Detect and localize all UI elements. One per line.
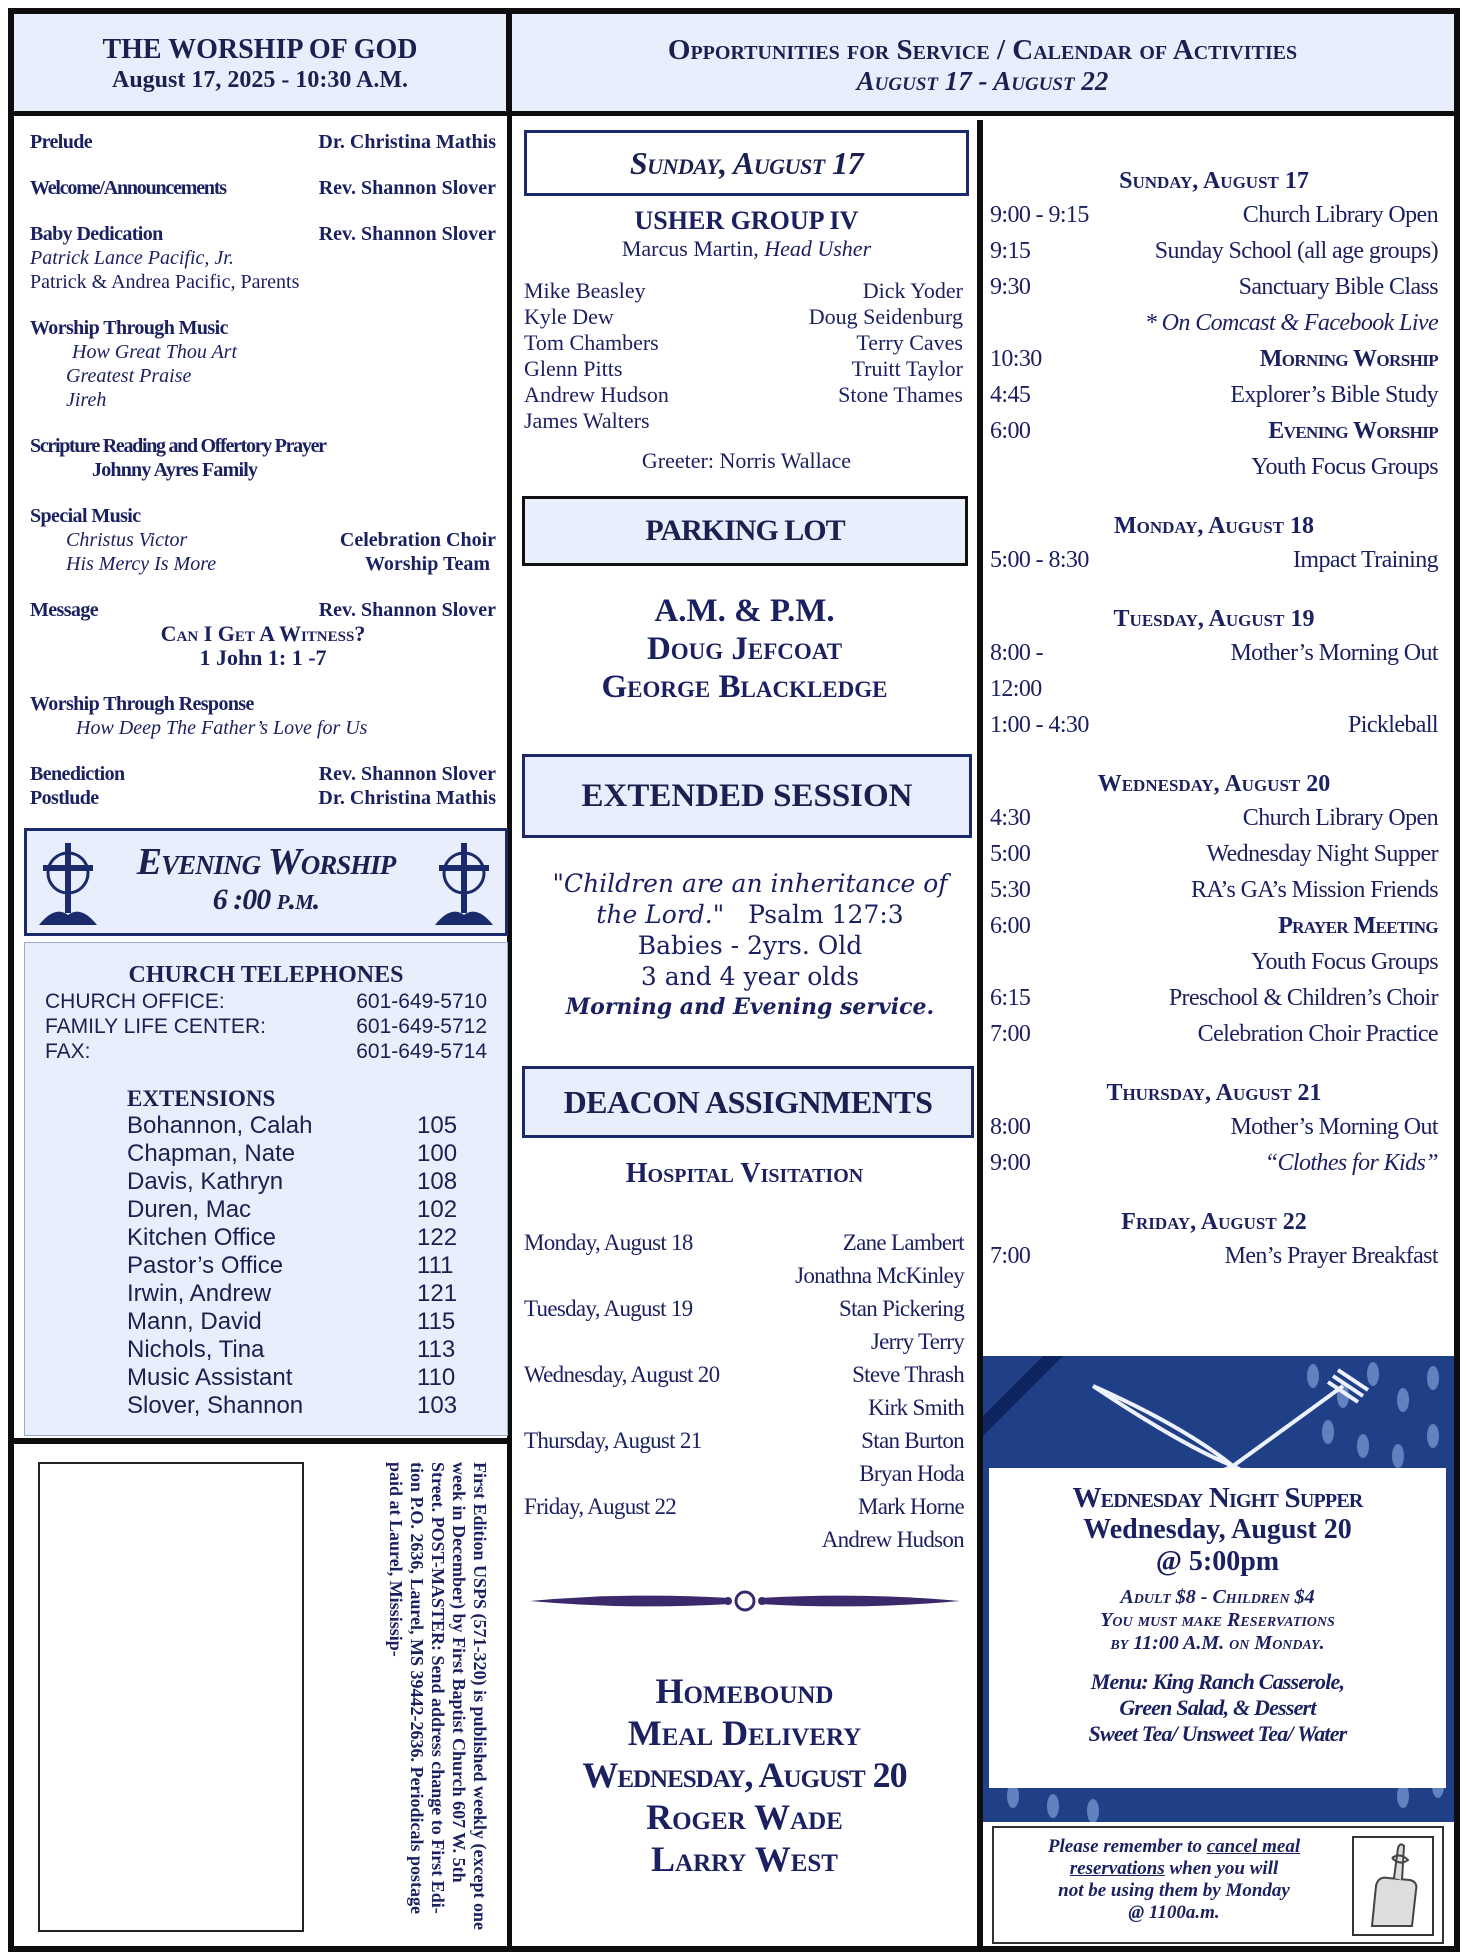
calendar-dates: August 17 - August 22 [856,66,1109,96]
supper-menu: Menu: King Ranch Casserole, [1090,1669,1345,1694]
response-label: Worship Through Response [30,693,254,715]
special-song-2: His Mercy Is More [66,553,217,575]
choir-group: Celebration Choir [339,529,496,551]
extended-session-details: "Children are an inheritance of the Lord." Psalm 127:3 Babies - 2yrs. Old 3 and 4 year olds Morning and Evening service. [552,869,948,1020]
extension-row: Duren, Mac 102 [127,1196,458,1223]
evening-worship-title: Evening Worship [136,841,396,883]
extension-row: Nichols, Tina 113 [127,1336,456,1363]
supper-price: Adult $8 - Children $4 [1120,1586,1315,1608]
worship-title: THE WORSHIP OF GOD [102,34,418,65]
header-right [511,14,1454,116]
response-song: How Deep The Father’s Love for Us [76,717,368,739]
hand-string-icon [1352,1836,1434,1936]
phone-name: FAMILY LIFE CENTER: [45,1015,266,1038]
extension-row: Slover, Shannon 103 [127,1392,458,1419]
reservations-link[interactable]: reservations [1069,1858,1165,1879]
evening-worship-time: 6 :00 p.m. [212,883,320,916]
prelude-label: Prelude [30,131,93,153]
calendar-title: Opportunities for Service / Calendar of Activities [667,34,1298,66]
postal-statement: First Edition USPS (571-320) is published weekly (except one week in December) by First Baptist Church 607 W. 5th Street. POST-MASTER: Send address change to First Edi-tion P.O. 2636, Laurel, MS 39442-2636. Periodicals postage paid at Laurel, Mississip- [386,1462,490,1931]
extension-row: Mann, David 115 [127,1308,456,1335]
ornamental-divider [530,1586,960,1616]
extension-row: Irwin, Andrew 121 [127,1280,458,1307]
benediction-label: Benediction [30,763,125,785]
sermon-title: Can I Get A Witness? [160,621,366,646]
parking-lot-names: A.M. & P.M. Doug Jefcoat George Blackledge [601,593,888,705]
extension-row: Pastor’s Office 111 [127,1252,454,1279]
extension-row: Music Assistant 110 [127,1364,456,1391]
postlude-person: Dr. Christina Mathis [318,787,496,809]
supper-date: Wednesday, August 20 [1083,1514,1352,1545]
phone-number: 601-649-5710 [356,990,487,1013]
reminder-box [992,1826,1444,1944]
usher-group-title: USHER GROUP IV [634,206,859,235]
address-label-box [38,1462,304,1932]
calendar-day: Sunday, August 17 [1119,168,1309,194]
song-1: How Great Thou Art [72,341,238,363]
mailing-label-area [14,1438,507,1444]
postlude-label: Postlude [30,787,99,809]
greeter: Greeter: Norris Wallace [641,448,852,473]
head-usher-role: Head Usher [764,236,872,261]
special-song-1: Christus Victor [66,529,188,551]
baby-name: Patrick Lance Pacific, Jr. [30,247,234,269]
supper-menu: Green Salad, & Dessert [1119,1695,1316,1720]
music-label: Worship Through Music [30,317,228,339]
weekly-calendar: Sunday, August 17 9:00 - 9:15 Church Library Open 9:15 Sunday School (all age groups) 9:30 Sanctuary Bible Class * On Comcast & Facebook Live 10:30 Morning Worship 4:45 Explorer’s Bible Study 6:00 Evening Worship Youth Focus Groups Monday, August 18 5:00 - 8:30 Impact Training Tuesday, August 19 8:00 - 12:00 Mother’s Morning Out 1:00 - 4:30 Pickleball Wednesday, August 20 4:30 Church Library Open 5:00 Wednesday Night Supper 5:30 RA’s GA’s Mission Friends 6:00 Prayer Meeting Youth Focus Groups 6:15 Preschool & Children’s Choir 7:00 Celebration Choir Practice Thursday, August 21 8:00 Mother’s Morning Out 9:00 “Clothes for Kids” Friday, August 22 7:00 Men’s Prayer Breakfast [990,168,1438,1269]
phone-line [45,989,487,1014]
phone-line [45,1039,487,1064]
phone-number: 601-649-5714 [356,1040,487,1063]
extension-row: Chapman, Nate 100 [127,1140,458,1167]
hospital-schedule: Monday, August 18 Zane Lambert Jonathna McKinley Tuesday, August 19 Stan Pickering Jerry Terry Wednesday, August 20 Steve Thrash Kirk Smith Thursday, August 21 Stan Burton Bryan Hoda Friday, August 22 Mark Horne Andrew Hudson [524,1230,964,1552]
phone-name: CHURCH OFFICE: [45,990,225,1013]
sunday-title-box: Sunday, August 17 [524,130,969,196]
welcome-person: Rev. Shannon Slover [318,177,496,199]
phone-number: 601-649-5712 [356,1015,487,1038]
calendar-day: Monday, August 18 [1113,513,1314,539]
calendar-day: Friday, August 22 [1121,1209,1307,1235]
message-person: Rev. Shannon Slover [318,599,496,621]
extension-row: Kitchen Office 122 [127,1224,458,1251]
parking-lot-box: PARKING LOT [522,496,968,566]
song-2: Greatest Praise [66,365,192,387]
baby-dedication-person: Rev. Shannon Slover [318,223,496,245]
reminder-text: Please remember to cancel meal reservations when you will not be using them by Monday @ 1100a.m. [1047,1836,1301,1923]
telephones-title: CHURCH TELEPHONES [128,962,404,988]
scripture-family: Johnny Ayres Family [92,459,258,481]
supper-banner [983,1356,1454,1822]
supper-menu: Sweet Tea/ Unsweet Tea/ Water [1088,1721,1347,1746]
extension-row: Bohannon, Calah 105 [127,1112,458,1139]
hospital-visitation-title: Hospital Visitation [625,1158,864,1189]
calendar-day: Tuesday, August 19 [1113,606,1315,632]
supper-reservation: You must make Reservations [1100,1609,1335,1631]
homebound-meal-delivery: Homebound Meal Delivery Wednesday, August 20 Roger Wade Larry West [582,1671,907,1879]
phone-name: FAX: [45,1040,91,1063]
header-left [14,14,511,116]
extended-session-box: EXTENDED SESSION [522,754,972,838]
worship-date: August 17, 2025 - 10:30 A.M. [111,67,408,93]
benediction-person: Rev. Shannon Slover [318,763,496,785]
usher-list-right: Dick Yoder Doug Seidenburg Terry Caves Truitt Taylor Stone Thames [808,278,963,407]
song-3: Jireh [66,389,107,411]
supper-info-card [989,1468,1446,1788]
supper-time: @ 5:00pm [1155,1546,1280,1577]
extension-row: Davis, Kathryn 108 [127,1168,458,1195]
baby-dedication-label: Baby Dedication [30,223,163,245]
extensions-title: EXTENSIONS [127,1086,276,1111]
phone-line [45,1014,487,1039]
cross-icon [431,839,497,927]
deacon-assignments-box: DEACON ASSIGNMENTS [522,1066,974,1138]
worship-team: Worship Team [364,553,490,575]
baby-parents: Patrick & Andrea Pacific, Parents [30,271,300,293]
ushers-section [524,206,969,474]
usher-list-left: Mike Beasley Kyle Dew Tom Chambers Glenn Pitts Andrew Hudson James Walters [524,278,669,433]
telephones-panel [24,942,508,1436]
cross-icon [35,839,101,927]
evening-worship-box [24,828,508,936]
message-label: Message [30,599,98,621]
sermon-reference: 1 John 1: 1 -7 [199,645,327,670]
order-of-worship [30,130,496,810]
prelude-person: Dr. Christina Mathis [318,131,496,153]
calendar-day: Thursday, August 21 [1106,1080,1322,1106]
head-usher: Marcus Martin, [621,236,765,261]
welcome-label: Welcome/Announcements [30,177,226,199]
calendar-day: Wednesday, August 20 [1097,771,1331,797]
special-music-label: Special Music [30,505,141,527]
cancel-meal-link[interactable]: cancel meal [1206,1836,1301,1857]
scripture-label: Scripture Reading and Offertory Prayer [30,435,326,457]
supper-deadline: by 11:00 A.M. on Monday. [1110,1632,1325,1654]
supper-title: Wednesday Night Supper [1072,1482,1363,1514]
